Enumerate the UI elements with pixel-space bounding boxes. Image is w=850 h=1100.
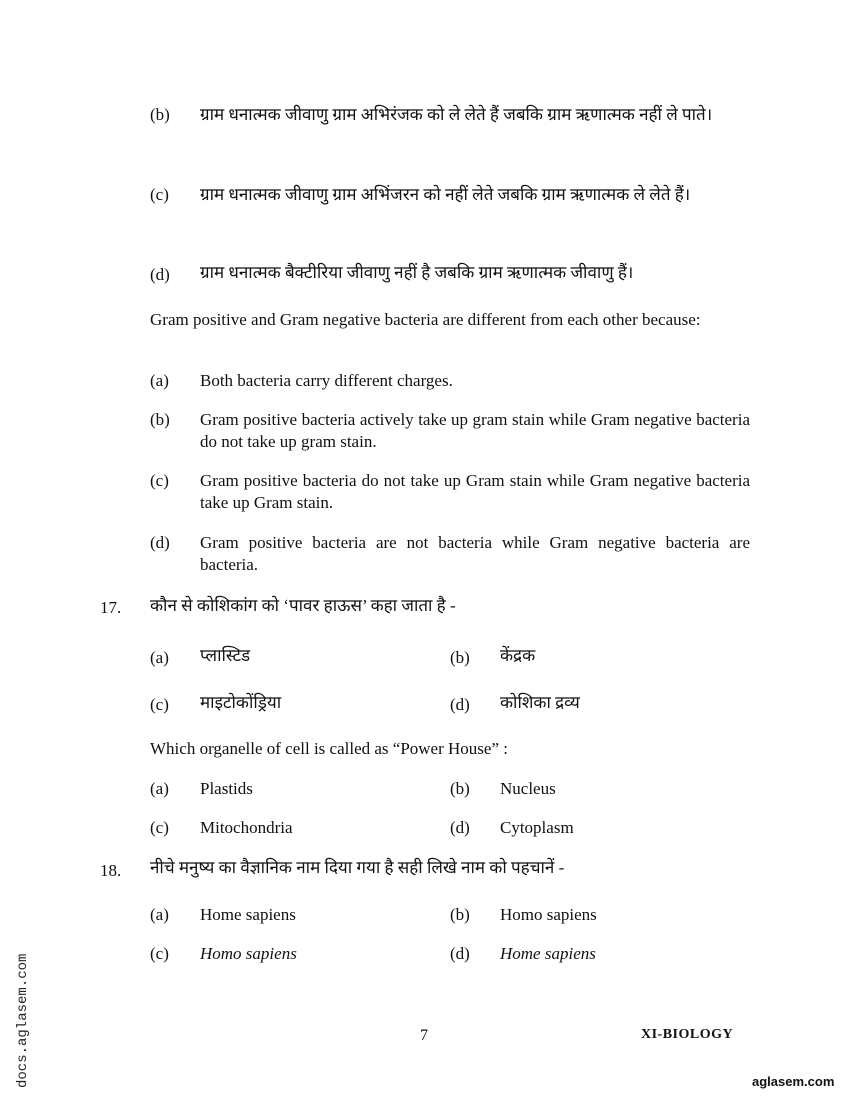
option-label: (b) bbox=[150, 410, 170, 429]
option-text: Homo sapiens bbox=[500, 905, 597, 924]
option-text: ग्राम धनात्मक जीवाणु ग्राम अभिंजरन को नहीं लेते जबकि ग्राम ऋणात्मक ले लेते हैं। bbox=[200, 185, 691, 204]
option-label: (d) bbox=[450, 818, 470, 837]
side-watermark: docs.aglasem.com bbox=[15, 953, 31, 1088]
option-label: (b) bbox=[450, 648, 470, 667]
option-label: (b) bbox=[450, 779, 470, 798]
option-label: (c) bbox=[150, 944, 169, 963]
subject-code: XI-BIOLOGY bbox=[641, 1027, 734, 1042]
option-label: (b) bbox=[150, 105, 170, 124]
brand-watermark: aglasem.com bbox=[752, 1074, 835, 1089]
question-text: कौन से कोशिकांग को ‘पावर हाऊस’ कहा जाता है - bbox=[150, 596, 456, 615]
option-text: Gram positive bacteria are not bacteria while Gram negative bacteria are bacteria. bbox=[200, 533, 750, 574]
option-label: (a) bbox=[150, 905, 169, 924]
question-text: Which organelle of cell is called as “Power House” : bbox=[150, 739, 508, 758]
option-text: ग्राम धनात्मक जीवाणु ग्राम अभिरंजक को ले लेते हैं जबकि ग्राम ऋणात्मक नहीं ले पाते। bbox=[200, 105, 713, 124]
option-label: (c) bbox=[150, 818, 169, 837]
option-text: Gram positive bacteria actively take up gram stain while Gram negative bacteria do not take up gram stain. bbox=[200, 410, 750, 451]
option-text: Plastids bbox=[200, 779, 253, 798]
option-text: केंद्रक bbox=[500, 646, 536, 665]
option-text: कोशिका द्रव्य bbox=[500, 693, 580, 712]
option-label: (d) bbox=[150, 265, 170, 284]
option-label: (c) bbox=[150, 185, 169, 204]
option-label: (c) bbox=[150, 695, 169, 714]
option-label: (b) bbox=[450, 905, 470, 924]
option-label: (a) bbox=[150, 648, 169, 667]
option-text: ग्राम धनात्मक बैक्टीरिया जीवाणु नहीं है जबकि ग्राम ऋणात्मक जीवाणु हैं। bbox=[200, 263, 634, 282]
option-text-italic: Home sapiens bbox=[500, 944, 596, 963]
option-text: Gram positive bacteria do not take up Gram stain while Gram negative bacteria take up Gram stain. bbox=[200, 471, 750, 512]
option-label: (d) bbox=[450, 695, 470, 714]
question-text: Gram positive and Gram negative bacteria are different from each other because: bbox=[150, 310, 701, 329]
question-number: 17. bbox=[100, 598, 122, 617]
page-number: 7 bbox=[420, 1027, 428, 1044]
option-text: Both bacteria carry different charges. bbox=[200, 371, 453, 390]
option-label: (c) bbox=[150, 471, 169, 490]
option-label: (a) bbox=[150, 371, 169, 390]
option-text: Nucleus bbox=[500, 779, 556, 798]
option-text: Mitochondria bbox=[200, 818, 293, 837]
option-label: (d) bbox=[450, 944, 470, 963]
option-text: प्लास्टिड bbox=[200, 646, 251, 665]
option-label: (d) bbox=[150, 533, 170, 552]
option-label: (a) bbox=[150, 779, 169, 798]
question-text: नीचे मनुष्य का वैज्ञानिक नाम दिया गया है सही लिखे नाम को पहचानें - bbox=[150, 858, 565, 877]
question-number: 18. bbox=[100, 861, 122, 880]
option-text: Home sapiens bbox=[200, 905, 296, 924]
option-text: माइटोकोंड्रिया bbox=[200, 693, 282, 712]
option-text-italic: Homo sapiens bbox=[200, 944, 297, 963]
option-text: Cytoplasm bbox=[500, 818, 574, 837]
